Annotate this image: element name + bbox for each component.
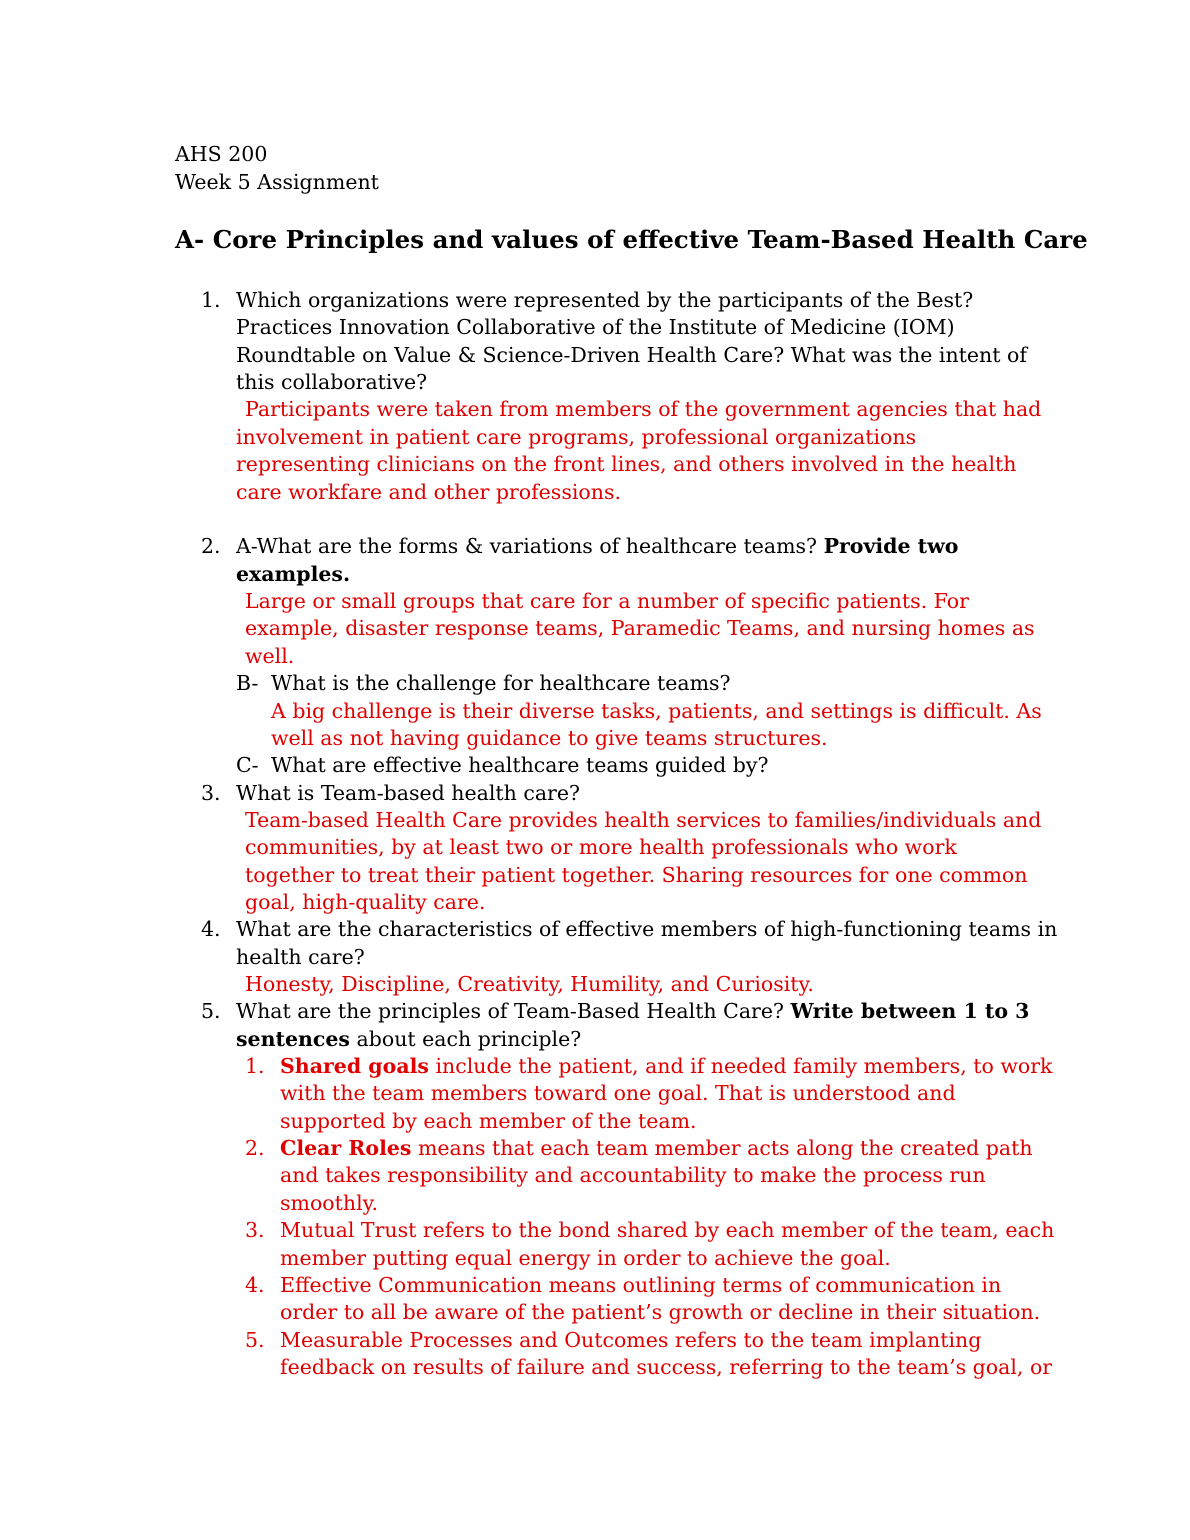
principle-text: include the patient, and if needed family members, to work <box>435 1054 1053 1078</box>
q2-number: 2. <box>201 534 221 558</box>
principle-line: with the team members toward one goal. That is understood and <box>280 1081 956 1105</box>
principle-line: Measurable Processes and Outcomes refers to the team implanting <box>280 1328 982 1352</box>
q1-answer-line: Participants were taken from members of the government agencies that had <box>245 397 1042 421</box>
q1-question-line: Practices Innovation Collaborative of the Institute of Medicine (IOM) <box>236 315 955 339</box>
principle-number: 1. <box>245 1054 265 1078</box>
q3-answer-line: Team-based Health Care provides health services to families/individuals and <box>245 808 1042 832</box>
principle-name: Clear Roles <box>280 1136 412 1160</box>
q3-answer-line: communities, by at least two or more health professionals who work <box>245 835 957 859</box>
q2b-answer-line: well as not having guidance to give teams structures. <box>271 726 828 750</box>
q1-answer-line: representing clinicians on the front lines, and others involved in the health <box>236 452 1017 476</box>
q5-question-line-2 <box>236 1025 581 1053</box>
principle-line <box>280 1052 1052 1080</box>
q1-answer-line: care workfare and other professions. <box>236 480 621 504</box>
q2c-question: What are effective healthcare teams guided by? <box>271 753 769 777</box>
principle-line: smoothly. <box>280 1191 379 1215</box>
principle-number: 3. <box>245 1218 265 1242</box>
principle-number: 5. <box>245 1328 265 1352</box>
q2b-question: What is the challenge for healthcare teams? <box>271 671 731 695</box>
principle-line: Mutual Trust refers to the bond shared by each member of the team, each <box>280 1218 1055 1242</box>
course-code: AHS 200 <box>175 142 268 166</box>
q2b-answer-line: A big challenge is their diverse tasks, patients, and settings is difficult. As <box>271 699 1042 723</box>
q3-answer-line: together to treat their patient together. Sharing resources for one common <box>245 863 1028 887</box>
q2a-question-bold-2: examples. <box>236 562 351 586</box>
q4-answer: Honesty, Discipline, Creativity, Humility, and Curiosity. <box>245 972 814 996</box>
q2a-question-bold: Provide two <box>823 534 959 558</box>
principle-number: 2. <box>245 1136 265 1160</box>
q3-answer-line: goal, high-quality care. <box>245 890 486 914</box>
q3-question: What is Team-based health care? <box>236 781 580 805</box>
q5-question-bold-2: sentences <box>236 1027 350 1051</box>
q2a-answer-line: well. <box>245 644 295 668</box>
q5-question-end: about each principle? <box>356 1027 582 1051</box>
q4-number: 4. <box>201 917 221 941</box>
principle-line <box>280 1134 1033 1162</box>
q1-question-line: Roundtable on Value & Science-Driven Health Care? What was the intent of <box>236 343 1027 367</box>
q2c-label: C- <box>236 753 259 777</box>
principle-line: member putting equal energy in order to achieve the goal. <box>280 1246 891 1270</box>
assignment-label: Week 5 Assignment <box>175 170 379 194</box>
q2a-answer-line: Large or small groups that care for a number of specific patients. For <box>245 589 969 613</box>
principle-line: supported by each member of the team. <box>280 1109 697 1133</box>
principle-number: 4. <box>245 1273 265 1297</box>
q2b-label: B- <box>236 671 259 695</box>
q5-question-bold: Write between 1 to 3 <box>790 999 1030 1023</box>
principle-text: means that each team member acts along the created path <box>417 1136 1033 1160</box>
principle-line: order to all be aware of the patient’s growth or decline in their situation. <box>280 1300 1041 1324</box>
q2a-answer-line: example, disaster response teams, Paramedic Teams, and nursing homes as <box>245 616 1035 640</box>
page-title: A- Core Principles and values of effective Team-Based Health Care <box>175 225 1088 254</box>
q3-number: 3. <box>201 781 221 805</box>
q1-number: 1. <box>201 288 221 312</box>
principle-line: feedback on results of failure and success, referring to the team’s goal, or <box>280 1355 1053 1379</box>
q5-question <box>236 997 1029 1025</box>
principle-line: and takes responsibility and accountability to make the process run <box>280 1163 986 1187</box>
q4-question-line: What are the characteristics of effective members of high-functioning teams in <box>236 917 1058 941</box>
q5-number: 5. <box>201 999 221 1023</box>
q1-question-line: this collaborative? <box>236 370 428 394</box>
q1-answer-line: involvement in patient care programs, professional organizations <box>236 425 917 449</box>
q1-question-line: Which organizations were represented by the participants of the Best? <box>236 288 974 312</box>
principle-name: Shared goals <box>280 1054 429 1078</box>
q2a-question-text: A-What are the forms & variations of healthcare teams? <box>236 534 818 558</box>
q2a-question <box>236 532 958 560</box>
principle-line: Effective Communication means outlining terms of communication in <box>280 1273 1002 1297</box>
q4-question-line: health care? <box>236 945 365 969</box>
q5-question-text: What are the principles of Team-Based Health Care? <box>236 999 784 1023</box>
